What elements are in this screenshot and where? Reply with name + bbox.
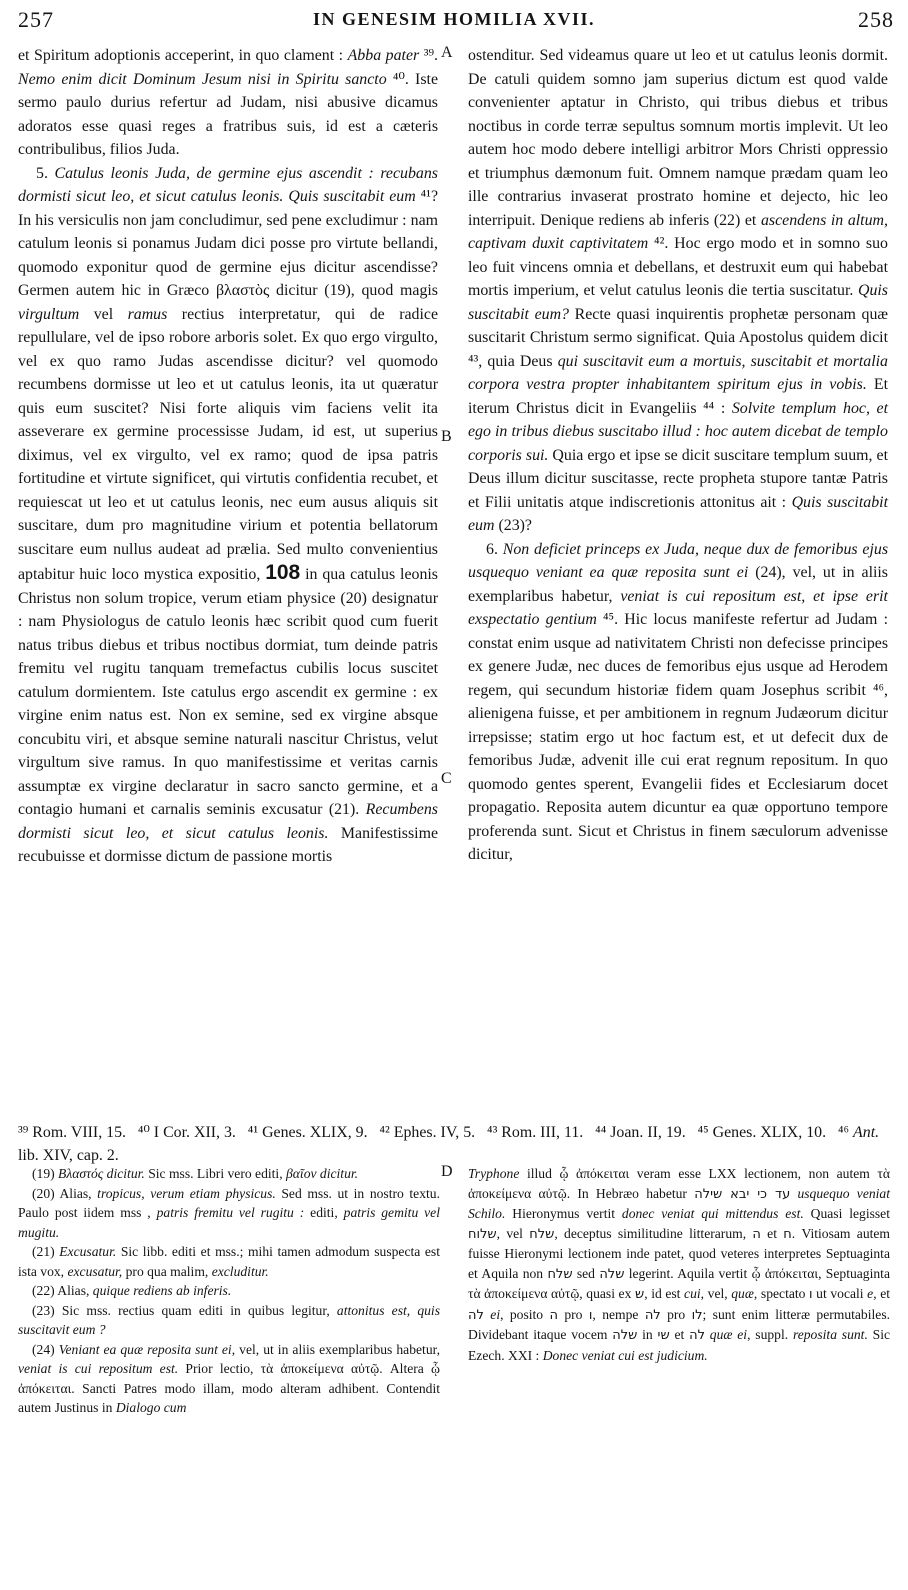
paragraph: 5. Catulus leonis Juda, de germine ejus ascendit : recubans dormisti sicut leo, et sicut catulus leonis. Quis suscitabit eum ⁴¹? In his versiculis non jam concludimur, sed pene excludimur : nam catulum leonis si ponamus Judam dici posse pro virtute bellandi, quomodo exponitur quod de germine ejus dicitur ascendisse? Germen autem hic in Græco βλαστὸς dicitur (19), quod magis virgultum vel ramus rectius interpretatur, qui de radice repullulare, vel de ipso robore arboris solet. Ex quo ergo virgulto, vel ex quo ramo Judas ascendisse dicitur? vel quomodo recumbens dormisse ut leo et ut catulus leonis, ita ut quæratur quis eum suscitet? Nisi forte aliquis vim faciens velit ita asseverare ex germine processisse Judam, id est, ut superius diximus, vel ex virgulto, vel ex ramo; quod de ipsa patris fortitudine et virtute significet, qui virtutis confidentia recubet, et requiescat ut leo et ut catulus leonis, nec eum ausus aliquis sit suscitare, dum pro magnitudine virium et potentia bellatorum suscitare eum nullus audeat ad prælia. Sed multo convenientius aptabitur huic loco mystica expositio, 108 in qua catulus leonis Christus non solum tropice, verum etiam physice (20) designatur : nam Physiologus de catulo leonis hæc scribit quod cum fuerit natus tribus diebus et tribus noctibus dormiat, tum deinde patris fremitu vel rugitu tanquam tremefactus cubilis locus suscitet catulum dormientem. Iste catulus ergo ascendit ex germine : ex virgine enim natus est. Non ex semine, sed ex virgine absque concubitu viri, et absque semine naturali nascitur Christus, velut virgultum sive ramus. In quo manifestissime et veritas carnis assumptæ ex virgine declaratur in sacro sancto germine, et a contagio humani et carnalis seminis excusatur (21). Recumbens dormisti sicut leo, et sicut catulus leonis. Manifestissime recubuisse et dormisse dictum de passione mortis bbox=[18, 164, 439, 865]
footnote: (22) Alias, quique rediens ab inferis. bbox=[32, 1283, 232, 1298]
margin-letter-c: C bbox=[441, 770, 452, 787]
main-text-left-column bbox=[18, 44, 438, 869]
footnote: (19) Βλαστός dicitur. Sic mss. Libri vero editi, βαῖον dicitur. bbox=[32, 1166, 359, 1181]
footnote: (21) Excusatur. Sic libb. editi et mss.; mihi tamen admodum suspecta est ista vox, excusatur, pro qua malim, excluditur. bbox=[18, 1244, 440, 1279]
main-text-right-column bbox=[468, 44, 888, 867]
page-number-left: 257 bbox=[18, 7, 54, 32]
footnote: (23) Sic mss. rectius quam editi in quibus legitur, attonitus est, quis suscitavit eum ? bbox=[18, 1302, 440, 1337]
paragraph: et Spiritum adoptionis acceperint, in quo clament : Abba pater ³⁹. Nemo enim dicit Dominum Jesum nisi in Spiritu sancto ⁴⁰. Iste sermo paulo durius refertur ad Judam, nisi abusive dicamus adoratos esse quasi reges a fratribus suis, id est a cæteris contribulibus, filios Juda. bbox=[18, 47, 438, 158]
footnote: (24) Veniant ea quæ reposita sunt ei, vel, ut in aliis exemplaribus habetur, veniat is cui repositum est. Prior lectio, τὰ ἀποκείμενα αὐτῷ. Altera ᾧ ἀπόκειται. Sancti Patres modo illam, modo alteram adhibent. Contendit autem Justinus in Dialogo cum bbox=[18, 1341, 440, 1415]
running-title: IN GENESIM HOMILIA XVII. bbox=[312, 9, 596, 29]
margin-letter-b: B bbox=[441, 428, 452, 445]
paragraph: ostenditur. Sed videamus quare ut leo et ut catulus leonis dormit. De catuli quidem somno jam superius dictum est quod valde convenienter aptatur in Christo, qui tribus diebus et tribus noctibus in corde terræ sepultus somnum mortis implevit. Ut leo autem hoc modo debere intelligi arbitror Mors Christi oppressio et triumphus dæmonum fuit. Omnem namque prædam quam leo ille contrarius invaserat prostrato homine et dejecto, hic leo interripuit. Denique rediens ab inferis (22) et ascendens in altum, captivam duxit captivitatem ⁴². Hoc ergo modo et in somno suo leo fuit vincens omnia et debellans, et destruxit eum qui habebat mortis imperium, et velut catulus leonis die tertia suscitatur. Quis suscitabit eum? Recte quasi inquirentis prophetæ personam quæ suscitarit Christum sermo significat. Quia Apostolus quidem dicit ⁴³, quia Deus qui suscitavit eum a mortuis, suscitabit et mortalia corpora vestra propter inhabitantem spiritum ejus in vobis. Et iterum Christus dicit in Evangeliis ⁴⁴ : Solvite templum hoc, et ego in tribus diebus suscitabo illud : hoc autem dicebat de templo corporis sui. Quia ergo et ipse se dicit suscitare templum suum, et Deus illum dicitur suscitasse, recte propheta stupore tantæ Patris et Filii unitatis atque indiscretionis attonitus ait : Quis suscitabit eum (23)? bbox=[468, 47, 888, 534]
footnote-continuation: Tryphone illud ᾧ ἀπόκειται veram esse LXX lectionem, non autem τὰ ἀποκείμενα αὐτῷ. In Hebræo habetur עד כי יבא שילה usquequo veniat Schilo. Hieronymus vertit donec veniat qui mittendus est. Quasi legisset שלוח, vel שלח, deceptus similitudine litterarum, ה et ח. Vitiosam autem fuisse Hieronymi lectionem inde patet, quod veteres interpretes Septuaginta et Aquila non שלח sed שלה legerint. Aquila vertit ᾧ ἀπόκειται, Septuaginta τὰ ἀποκείμενα αὐτῷ, quasi ex ש, id est cui, vel, quæ, spectato ו ut vocali e, et לה ei, posito ה pro ו, nempe לה pro לו; sunt enim litteræ permutabiles. Dividebant itaque vocem שלה in שי et לה quæ ei, suppl. reposita sunt. Sic Ezech. XXI : Donec veniat cui est judicium. bbox=[468, 1166, 891, 1363]
margin-letter-a: A bbox=[441, 44, 453, 61]
notes-right-column bbox=[468, 1164, 890, 1365]
notes-left-column bbox=[18, 1164, 440, 1418]
page-number-right: 258 bbox=[858, 7, 894, 32]
margin-letter-d: D bbox=[441, 1163, 453, 1180]
footnote: (20) Alias, tropicus, verum etiam physicus. Sed mss. ut in nostro textu. Paulo post iidem mss , patris fremitu vel rugitu : editi, patris gemitu vel mugitu. bbox=[18, 1185, 440, 1240]
scripture-references: ³⁹ Rom. VIII, 15. ⁴⁰ I Cor. XII, 3. ⁴¹ Genes. XLIX, 9. ⁴² Ephes. IV, 5. ⁴³ Rom. III, 11. ⁴⁴ Joan. II, 19. ⁴⁵ Genes. XLIX, 10. ⁴⁶ Ant. lib. XIV, cap. 2. bbox=[18, 1124, 880, 1164]
paragraph: 6. Non deficiet princeps ex Juda, neque dux de femoribus ejus usquequo veniant ea quæ reposita sunt ei (24), vel, ut in aliis exemplaribus habetur, veniat is cui repositum est, et ipse erit exspectatio gentium ⁴⁵. Hic locus manifeste refertur ad Judam : constat enim usque ad nativitatem Christi non defecisse principes ex genere Judæ, nec duces de femoribus ejus usque ad Herodem regem, qui secundum historiæ fidem quam Josephus scribit ⁴⁶, alienigena fuisse, et per ambitionem in regnum Judæorum dicitur irrepsisse; statim ergo ut hoc factum est, et ut defecit dux de femoribus Judæ, advenit ille cui erat regnum repositum. In quo quomodo gentes sperent, Evangelii fides et Ecclesiarum docet propagatio. Reposita autem dicuntur ea quæ opportuno tempore proferenda sunt. Sicut et Christus in finem sæculorum advenisse dicitur, bbox=[468, 540, 889, 863]
